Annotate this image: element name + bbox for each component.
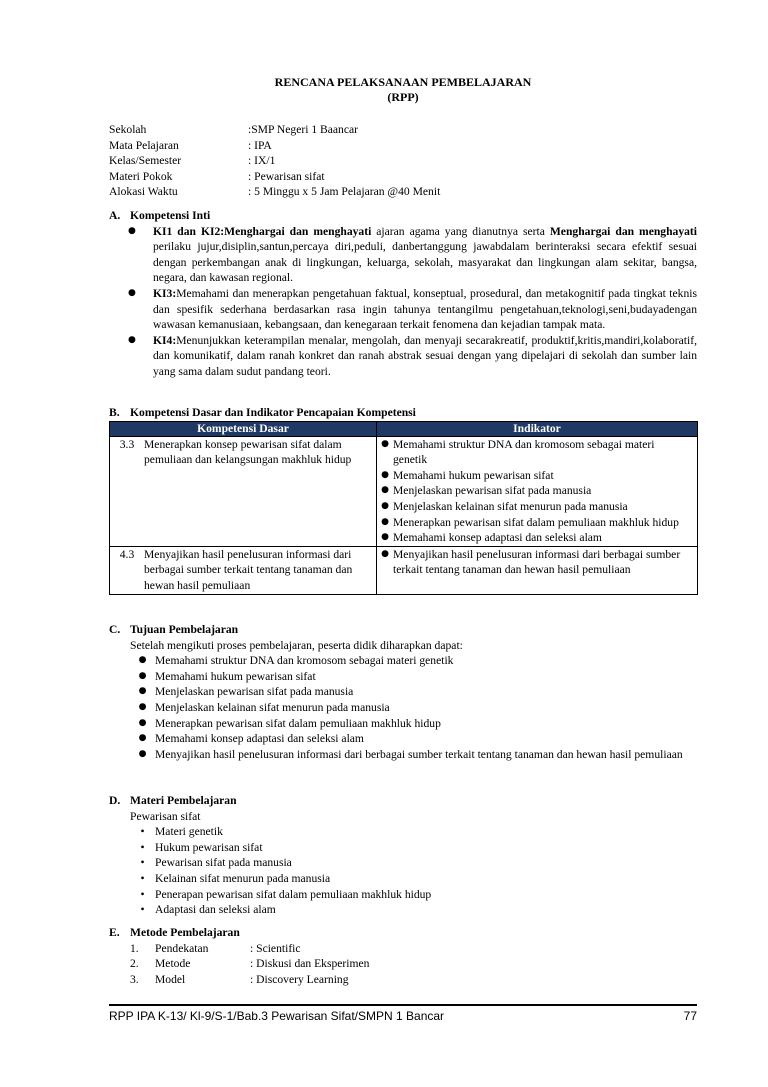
- bullet-icon: ●: [138, 701, 147, 712]
- bullet-icon: •: [140, 856, 145, 870]
- list-item: • Pewarisan sifat pada manusia: [130, 855, 697, 871]
- list-item: ● Memahami struktur DNA dan kromosom sebagai materi genetik: [130, 653, 697, 669]
- ki-item: ● KI4:Menunjukkan keterampilan menalar, mengolah, dan menyaji secarakreatif, produktif,kritis,mandiri,kolaboratif, dan komunikatif, dalam ranah konkret dan ranah abstrak sesuai dengan yang dipelajari di sekolah dan sumber lain yang sama dalam sudut pandang teori.: [109, 333, 697, 380]
- kd-table: [109, 421, 698, 595]
- bullet-icon: ●: [128, 225, 136, 236]
- bullet-icon: •: [140, 840, 145, 854]
- list-item: ● Memahami konsep adaptasi dan seleksi alam: [377, 530, 697, 546]
- bullet-icon: ●: [138, 733, 147, 744]
- section-metode: [109, 925, 697, 987]
- bullet-icon: ●: [138, 748, 147, 759]
- bullet-icon: ●: [381, 485, 389, 496]
- bullet-icon: ●: [381, 532, 389, 543]
- section-heading: E. Metode Pembelajaran: [109, 926, 240, 939]
- list-item: ● Memahami struktur DNA dan kromosom sebagai materi genetik: [377, 437, 697, 468]
- bullet-icon: ●: [138, 655, 147, 666]
- bullet-icon: ●: [138, 670, 147, 681]
- bullet-icon: ●: [138, 717, 147, 728]
- list-item: ● Menjelaskan kelainan sifat menurun pada manusia: [377, 499, 697, 515]
- info-row: Mata Pelajaran : IPA: [109, 138, 272, 152]
- section-intro: Pewarisan sifat: [130, 809, 201, 823]
- section-materi: [109, 793, 697, 918]
- list-item: ● Menjelaskan pewarisan sifat pada manusia: [377, 483, 697, 499]
- bullet-icon: ●: [381, 469, 389, 480]
- title-line-2: (RPP): [387, 90, 419, 104]
- info-row: Sekolah :SMP Negeri 1 Baancar: [109, 123, 359, 136]
- bullet-icon: •: [140, 825, 145, 839]
- section-intro: Setelah mengikuti proses pembelajaran, peserta didik diharapkan dapat:: [130, 638, 463, 652]
- list-item: ● Menerapkan pewarisan sifat dalam pemuliaan makhluk hidup: [377, 515, 697, 531]
- list-item: • Materi genetik: [130, 824, 697, 840]
- column-header-indikator: Indikator: [377, 421, 698, 436]
- bullet-icon: •: [140, 887, 145, 901]
- ki-item: ● KI1 dan KI2:Menghargai dan menghayati ajaran agama yang dianutnya serta Menghargai dan menghayati perilaku jujur,disiplin,santun,percaya diri,peduli, danbertanggung jawabdalam berinteraksi secara efektif sesuai dengan perkembangan anak di lingkungan, keluarga, sekolah, masyarakat dan lingkungan alam sekitar, bangsa, negara, dan kawasan regional.: [109, 224, 697, 286]
- list-item: • Kelainan sifat menurun pada manusia: [130, 871, 697, 887]
- info-row: Alokasi Waktu : 5 Minggu x 5 Jam Pelajaran @40 Menit: [109, 185, 441, 199]
- document-title: [109, 75, 697, 105]
- bullet-icon: ●: [381, 516, 389, 527]
- list-item: 2. Metode : Diskusi dan Eksperimen: [130, 957, 370, 971]
- list-item: ● Menyajikan hasil penelusuran informasi dari berbagai sumber terkait tentang tanaman dan hewan hasil pemuliaan: [377, 547, 697, 578]
- bullet-icon: •: [140, 871, 145, 885]
- page-footer: [109, 1004, 697, 1025]
- list-item: ● Menjelaskan kelainan sifat menurun pada manusia: [130, 700, 697, 716]
- bullet-icon: ●: [138, 686, 147, 697]
- list-item: ● Menjelaskan pewarisan sifat pada manusia: [130, 684, 697, 700]
- section-heading: C. Tujuan Pembelajaran: [109, 623, 239, 636]
- bullet-icon: ●: [128, 334, 136, 345]
- list-item: • Hukum pewarisan sifat: [130, 840, 697, 856]
- list-item: • Adaptasi dan seleksi alam: [130, 902, 697, 918]
- section-heading: A. Kompetensi Inti: [109, 209, 211, 222]
- list-item: ● Memahami hukum pewarisan sifat: [130, 669, 697, 685]
- list-item: • Penerapan pewarisan sifat dalam pemuliaan makhluk hidup: [130, 887, 697, 903]
- info-row: Materi Pokok : Pewarisan sifat: [109, 169, 325, 183]
- section-kompetensi-dasar: [109, 405, 697, 595]
- info-row: Kelas/Semester : IX/1: [109, 154, 276, 168]
- list-item: ● Memahami hukum pewarisan sifat: [377, 468, 697, 484]
- identity-block: [109, 122, 697, 200]
- bullet-icon: ●: [381, 548, 389, 559]
- bullet-icon: ●: [128, 287, 136, 298]
- list-item: 3. Model : Discovery Learning: [130, 972, 349, 986]
- section-heading: D. Materi Pembelajaran: [109, 794, 237, 807]
- page-number: 77: [683, 1009, 697, 1023]
- title-line-1: RENCANA PELAKSANAAN PEMBELAJARAN: [274, 75, 532, 89]
- table-row: 4.3 Menyajikan hasil penelusuran informasi dari berbagai sumber terkait tentang tanaman dan hewan hasil pemuliaan ● Menyajikan hasil penelusuran informasi dari berbagai sumber terkait tentang tanaman dan hewan hasil pemuliaan: [110, 546, 698, 594]
- table-header-row: [110, 421, 698, 436]
- table-row: 3.3 Menerapkan konsep pewarisan sifat dalam pemuliaan dan kelangsungan makhluk hidup ● Memahami struktur DNA dan kromosom sebagai materi genetik ● Memahami hukum pewarisan sifat ● Menjelaskan pewarisan sifat pada manusia ● Menjelaskan kelainan sifat menurun pada manusia ● Menerapkan pewarisan sifat dalam pemuliaan makhluk hidup ● Memahami konsep adaptasi dan seleksi alam: [110, 436, 698, 546]
- section-tujuan: [109, 622, 697, 762]
- footer-text: RPP IPA K-13/ Kl-9/S-1/Bab.3 Pewarisan Sifat/SMPN 1 Bancar: [109, 1009, 445, 1023]
- list-item: ● Menyajikan hasil penelusuran informasi dari berbagai sumber terkait tentang tanaman dan hewan hasil pemuliaan: [130, 747, 697, 763]
- section-heading: B. Kompetensi Dasar dan Indikator Pencapaian Kompetensi: [109, 406, 416, 419]
- list-item: ● Menerapkan pewarisan sifat dalam pemuliaan makhluk hidup: [130, 716, 697, 732]
- list-item: 1. Pendekatan : Scientific: [130, 941, 301, 955]
- ki-item: ● KI3:Memahami dan menerapkan pengetahuan faktual, konseptual, prosedural, dan metakognitif pada tingkat teknis dan spesifik sederhana berdasarkan rasa ingin tahunya tentangilmu pengetahuan,teknologi,seni,budayadengan wawasan kemanusiaan, kebangsaan, dan kenegaraan terkait fenomena dan kejadian tampak mata.: [109, 286, 697, 333]
- column-header-kd: Kompetensi Dasar: [110, 421, 377, 436]
- bullet-icon: •: [140, 903, 145, 917]
- section-kompetensi-inti: [109, 208, 697, 380]
- list-item: ● Memahami konsep adaptasi dan seleksi alam: [130, 731, 697, 747]
- bullet-icon: ●: [381, 500, 389, 511]
- bullet-icon: ●: [381, 438, 389, 449]
